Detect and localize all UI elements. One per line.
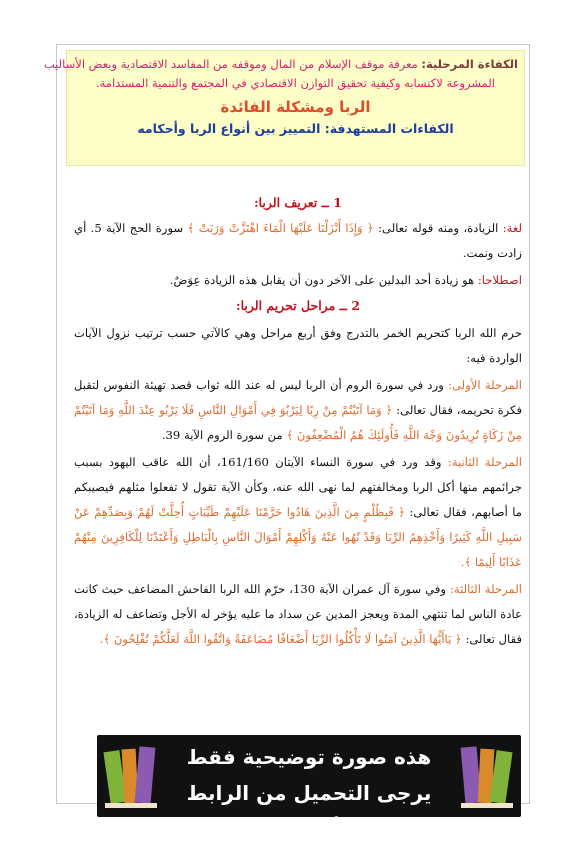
stage-1-text: ورد في سورة الروم أن الربا ليس له عند الله ثواب قصد تهيئة النفوس لتقبل فكرة تحريمه، فقال تعالى: <box>74 378 522 417</box>
competence-line-1 <box>43 55 518 74</box>
lugha-text: الزيادة، ومنه قوله تعالى: <box>378 221 499 235</box>
books-icon <box>457 741 515 811</box>
preview-watermark-banner <box>97 735 521 841</box>
definition-lugha <box>74 216 522 266</box>
lesson-title: الربا ومشكلة الفائدة <box>220 98 371 116</box>
stage-3-label: المرحلة الثالثة: <box>450 582 523 596</box>
stage-1-verse: ﴿ وَمَا آتَيْتُمْ مِنْ رِبًا لِيَرْبُوَ فِي أَمْوَالِ النَّاسِ فَلَا يَرْبُو عِنْدَ اللَّهِ وَمَا آتَيْتُمْ مِنْ زَكَاةٍ تُرِيدُونَ وَجْهَ اللَّهِ فَأُولَئِكَ هُمُ الْمُضْعِفُونَ ﴾ <box>74 403 522 442</box>
stage-2-label: المرحلة الثانية: <box>447 455 523 469</box>
lesson-header <box>43 50 525 166</box>
istilah-label: اصطلاحا: <box>477 273 522 287</box>
books-icon <box>103 741 161 811</box>
stage-2 <box>74 450 522 575</box>
stage-2-verse: ﴿ فَبِظُلْمٍ مِنَ الَّذِينَ هَادُوا حَرَّمْنَا عَلَيْهِمْ طَيِّبَاتٍ أُحِلَّتْ لَهُمْ وَبِصَدِّهِمْ عَنْ سَبِيلِ اللَّهِ كَثِيرًا وَأَخْذِهِمُ الرِّبَا وَقَدْ نُهُوا عَنْهُ وَأَكْلِهِمْ أَمْوَالَ النَّاسِ بِالْبَاطِلِ وَأَعْتَدْنَا لِلْكَافِرِينَ مِنْهُمْ عَذَابًا أَلِيمًا ﴾. <box>74 505 522 569</box>
section-2-title: 2 ــ مراحل تحريم الربا: <box>235 298 361 313</box>
istilah-text: هو زيادة أحد البدلين على الآخر دون أن يقابل هذه الزيادة عِوَضٌ. <box>169 273 475 287</box>
lugha-verse: ﴿ وَإِذَا أَنْزَلْنَا عَلَيْهَا الْمَاءَ اهْتَزَّتْ وَرَبَتْ ﴾ <box>187 221 374 235</box>
stage-2-text: وقد ورد في سورة النساء الآيتان 161/160، أن الله عاقب اليهود بسبب جرائمهم منها أكل الربا ومخالفتهم لما نهى الله عنه، وكأن الآية تقول لا تفعلوا مثلهم فيصيبكم ما أصابهم، فقال تعالى: <box>74 455 523 519</box>
stage-3 <box>74 577 522 652</box>
lugha-label: لغة: <box>502 221 522 235</box>
lesson-body <box>74 190 522 652</box>
lugha-ref: سورة الحج الآية 5. أي زادت ونمت. <box>74 221 522 260</box>
definition-istilah <box>74 268 522 293</box>
banner-text <box>163 739 455 847</box>
stage-1-label: المرحلة الأولى: <box>448 378 522 392</box>
competence-text-2: المشروعة لاكتسابه وكيفية تحقيق التوازن الاقتصادي في المجتمع والتنمية المستدامة. <box>95 76 495 90</box>
stage-3-verse: ﴿ يَاأَيُّهَا الَّذِينَ آمَنُوا لَا تَأْكُلُوا الرِّبَا أَضْعَافًا مُضَاعَفَةً وَاتَّقُوا اللَّهَ لَعَلَّكُمْ تُفْلِحُونَ ﴾. <box>99 632 462 646</box>
competence-label: الكفاءة المرحلية: <box>421 57 518 71</box>
banner-line-1: هذه صورة توضيحية فقط <box>186 745 432 769</box>
stages-intro: حرم الله الربا كتحريم الخمر بالتدرج وفق أربع مراحل وهي كالآتي حسب ترتيب نزول الآيات الواردة فيه: <box>74 326 522 365</box>
stage-1 <box>74 373 522 448</box>
banner-line-2: يرجى التحميل من الرابط أسفله <box>186 781 432 841</box>
competence-text-1: معرفة موقف الإسلام من المال وموقفه من المفاسد الاقتصادية وبعض الأساليب <box>43 57 418 71</box>
section-1-title: 1 ــ تعريف الربا: <box>254 195 342 210</box>
stage-1-ref: من سورة الروم الآية 39. <box>161 428 283 442</box>
target-competence: الكفاءات المستهدفة: التمييز بين أنواع الربا وأحكامه <box>137 121 454 136</box>
stage-3-text: وفي سورة آل عمران الآية 130، حرّم الله الربا الفاحش المضاعف حيث كانت عادة الناس لما تنتهي المدة ويعجز المدين عن سداد ما عليه يؤخر له الأجل وتضاعف له الزيادة، فقال تعالى: <box>74 582 522 646</box>
